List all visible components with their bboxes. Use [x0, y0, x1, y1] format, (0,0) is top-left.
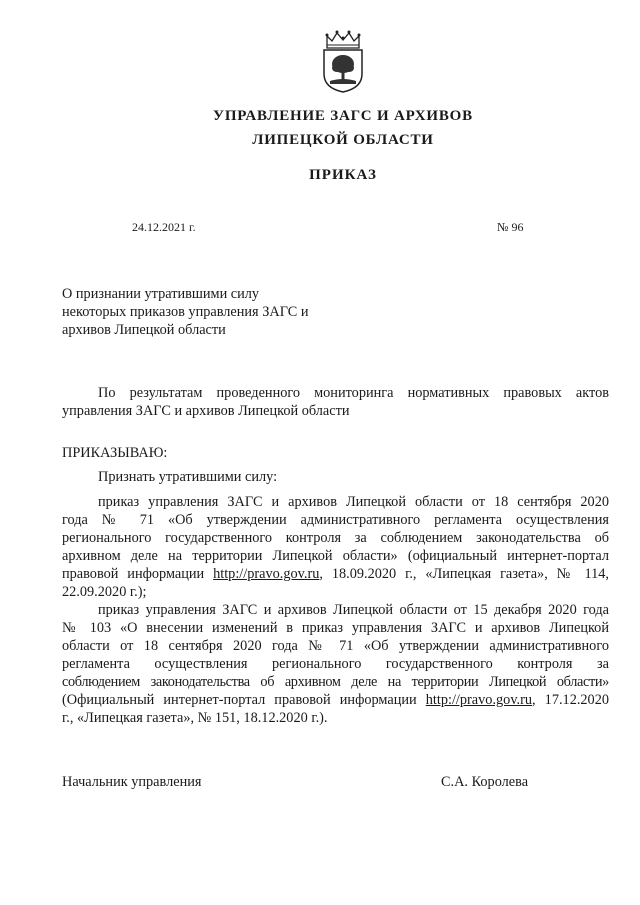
pravo-gov-link[interactable]: http://pravo.gov.ru: [213, 566, 320, 582]
organization-name-line1: УПРАВЛЕНИЕ ЗАГС И АРХИВОВ: [213, 108, 473, 124]
item-line: приказ управления ЗАГС и архивов Липецкой области от 15 декабря 2020 года: [98, 602, 609, 618]
preamble-paragraph: [62, 384, 609, 420]
item-text: , 17.12.2020: [532, 692, 610, 708]
item-line: архивном деле на территории Липецкой области» (официальный интернет-портал: [62, 548, 609, 564]
item-line: соблюдением законодательства об архивном деле на территории Липецкой области»: [62, 674, 609, 690]
organization-name-line2: ЛИПЕЦКОЙ ОБЛАСТИ: [252, 132, 434, 148]
subject-line: некоторых приказов управления ЗАГС и: [62, 304, 309, 320]
item-line: № 103 «О внесении изменений в приказ управления ЗАГС и архивов Липецкой: [62, 620, 609, 636]
preamble-line: По результатам проведенного мониторинга нормативных правовых актов: [98, 385, 609, 401]
item-text: правовой информации: [62, 566, 214, 582]
document-type-title: ПРИКАЗ: [309, 167, 377, 183]
order-recognize-text: Признать утратившими силу:: [98, 469, 278, 485]
item-line-with-link: [62, 691, 609, 709]
item-line: г., «Липецкая газета», № 151, 18.12.2020 г.).: [62, 710, 328, 726]
order-keyword: ПРИКАЗЫВАЮ:: [62, 445, 168, 461]
subject-line: архивов Липецкой области: [62, 322, 226, 338]
document-number: № 96: [497, 220, 524, 234]
subject-line: О признании утратившими силу: [62, 286, 260, 302]
document-subject: [62, 285, 362, 339]
signatory-title: Начальник управления: [62, 774, 202, 790]
item-text: , 18.09.2020 г., «Липецкая газета», № 114,: [319, 566, 609, 582]
item-line-with-link: [62, 565, 609, 583]
item-line: 22.09.2020 г.);: [62, 584, 147, 600]
item-line: приказ управления ЗАГС и архивов Липецкой области от 18 сентября 2020: [98, 494, 609, 510]
item-line: регионального государственного контроля за соблюдением законодательства об: [62, 530, 609, 546]
order-item-1: [62, 493, 609, 601]
order-item-2: [62, 601, 609, 727]
item-line: года № 71 «Об утверждении административного регламента осуществления: [62, 512, 609, 528]
item-text: (Официальный интернет-портал правовой информации: [62, 692, 426, 708]
item-line: регламента осуществления регионального государственного контроля за: [62, 656, 609, 672]
pravo-gov-link[interactable]: http://pravo.gov.ru: [425, 692, 533, 708]
item-line: области от 18 сентября 2020 года № 71 «Об утверждении административного: [62, 638, 609, 654]
preamble-line: управления ЗАГС и архивов Липецкой области: [62, 403, 350, 419]
coat-of-arms-emblem: [318, 30, 368, 94]
signatory-name: С.А. Королева: [441, 774, 529, 790]
document-date: 24.12.2021 г.: [132, 220, 196, 234]
